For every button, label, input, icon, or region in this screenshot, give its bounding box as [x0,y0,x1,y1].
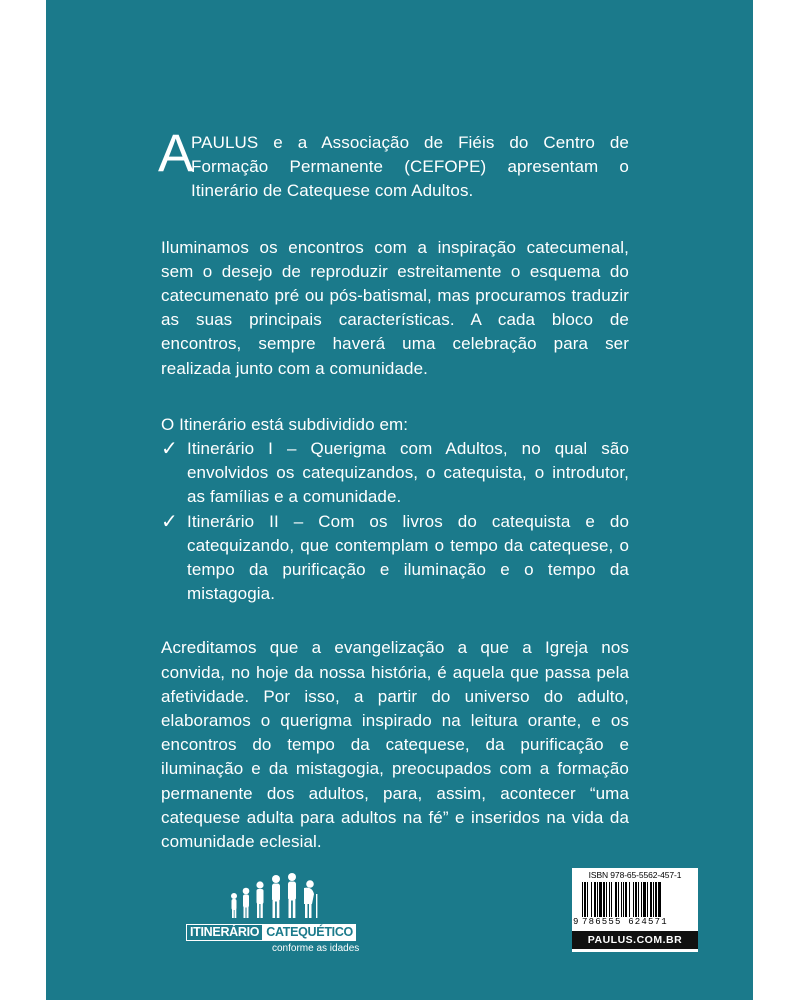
list-item [161,437,629,510]
drop-cap: A [158,124,194,183]
back-cover [46,0,753,1000]
logo-word-catequetico: CATEQUÉTICO [263,924,356,941]
paragraph-evangelization: Acreditamos que a evangelização a que a Igreja nos convida, no hoje da nossa história, é aquela que passa pela afetividade. Por isso, a partir do universo do adulto, elaboramos o querigma inspirado na leitura orante, e os encontros do tempo da catequese, da purificação e iluminação e da mistagogia, preocupados com a formação permanente dos adultos, para, assim, acontecer “uma catequese adulta para adultos na fé” e inseridos na vida da comunidade eclesial. [161,638,629,852]
logo-word-itinerario: ITINERÁRIO [186,924,263,941]
intro-paragraph [158,124,629,204]
barcode-digits: 786555 624571 [582,917,694,927]
barcode-first-digit: 9 [573,917,579,927]
logo-subtitle: conforme as idades [272,943,360,954]
isbn-label: ISBN 978-65-5562-457-1 [588,870,682,880]
body-text [158,124,629,854]
subdivision-lead: O Itinerário está subdividido em: [161,414,409,434]
people-growing-silhouettes-icon [186,860,356,924]
list-item [161,510,629,607]
itinerario-logo [186,860,360,970]
list-item-text: Itinerário I – Querigma com Adultos, no qual são envolvidos os catequizandos, o catequista, o introdutor, as famílias e a comunidade. [187,439,629,507]
logo-wordmark [186,924,356,941]
paragraph-inspiration: Iluminamos os encontros com a inspiração catecumenal, sem o desejo de reproduzir estreitamente o esquema do catecumenato pré ou pós-batismal, mas procuramos traduzir as suas principais características. A cada bloco de encontros, sempre haverá uma celebração para ser realizada junto com a comunidade. [161,237,629,378]
list-item-text: Itinerário II – Com os livros do catequista e do catequizando, que contemplam o tempo da catequese, o tempo da purificação e iluminação e o tempo da mistagogia. [187,511,629,604]
barcode-block [572,868,698,952]
intro-text: PAULUS e a Associação de Fiéis do Centro de Formação Permanente (CEFOPE) apresentam o Itinerário de Catequese com Adultos. [191,133,629,201]
checkmark-icon: ✓ [161,438,178,461]
checkmark-icon: ✓ [161,510,178,533]
publisher-url: PAULUS.COM.BR [572,931,698,949]
